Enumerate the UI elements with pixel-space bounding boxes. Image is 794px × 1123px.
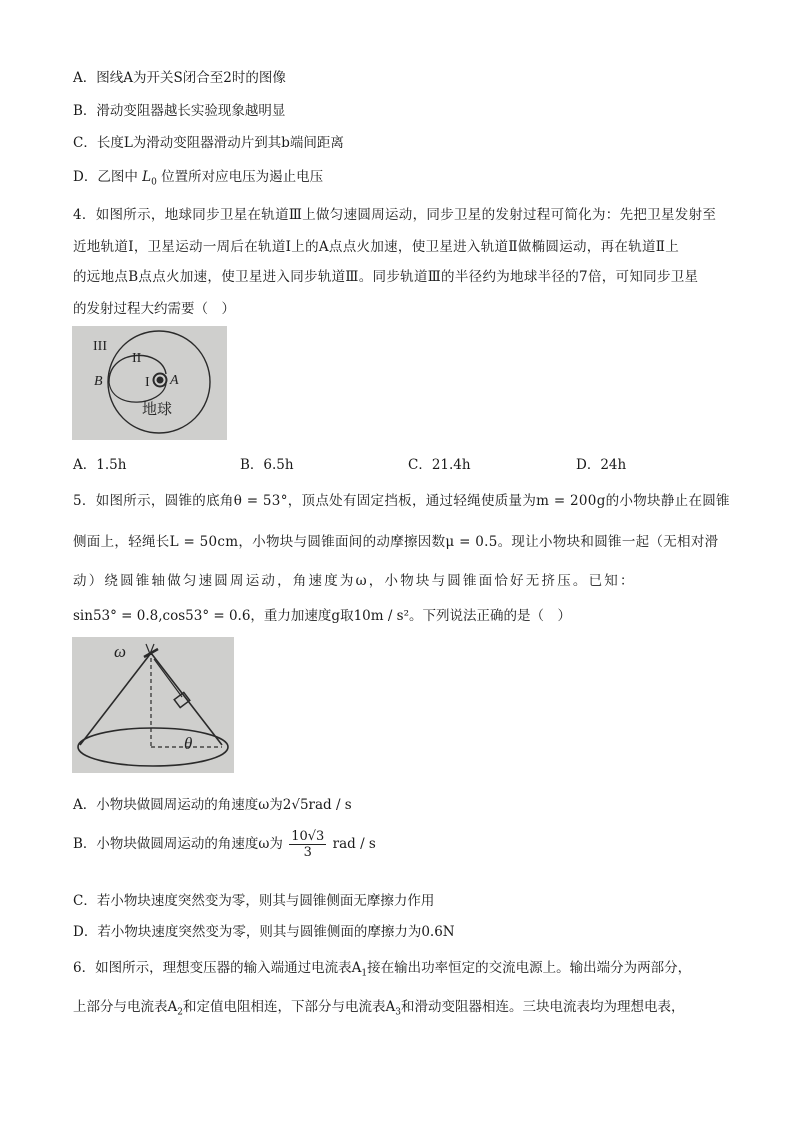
q4-orbit-figure [72,326,227,440]
orbit-diagram [72,326,227,440]
orbit-2-label: II [132,351,142,366]
q6-line1-suffix: 接在输出功率恒定的交流电源上。输出端分为两部分， [367,960,692,976]
earth-dot [157,377,164,384]
q5-option-c: C．若小物块速度突然变为零，则其与圆锥侧面无摩擦力作用 [73,893,435,909]
q6-stem-line1 [73,956,691,979]
q5-stem-line4: sin53° = 0.8,cos53° = 0.6，重力加速度g取10m / s²。下列说法正确的是（ ） [73,608,572,624]
q5-option-a: A．小物块做圆周运动的角速度ω为2√5rad / s [73,797,352,813]
rope [154,659,182,697]
q6-line2-sub-a: 2 [177,1007,183,1018]
omega-label: ω [114,642,127,661]
q5-option-b-denominator: 3 [303,845,312,860]
q3-option-d [73,165,323,188]
q3-option-c: C．长度L为滑动变阻器滑动片到其b端间距离 [73,135,344,151]
q4-option-c: C．21.4h [408,457,471,473]
q5-option-b-numerator: 10√3 [291,829,325,844]
q4-stem-line4: 的发射过程大约需要（ ） [73,301,235,317]
q5-stem-line2: 侧面上，轻绳长L = 50cm，小物块与圆锥面间的动摩擦因数μ = 0.5。现让小物块和圆锥一起（无相对滑 [73,534,719,550]
earth-label: 地球 [142,400,173,418]
cone-right-side [151,653,222,745]
orbit-1-label: I [145,375,150,390]
q5-option-b-prefix: B．小物块做圆周运动的角速度ω为 [73,836,283,852]
q5-option-b-unit: rad / s [332,836,376,852]
q3-option-d-prefix: D．乙图中 [73,169,138,185]
q4-options [73,453,693,473]
q4-option-b: B．6.5h [240,457,294,473]
q3-option-d-suffix: 位置所对应电压为遏止电压 [161,169,324,185]
q4-stem-line1: 4．如图所示，地球同步卫星在轨道Ⅲ上做匀速圆周运动，同步卫星的发射过程可简化为：先把卫星发射至 [73,207,717,223]
q5-stem-line1: 5．如图所示，圆锥的底角θ = 53°，顶点处有固定挡板，通过轻绳使质量为m = 200g的小物块静止在圆锥 [73,493,730,509]
orbit-3-label: III [93,339,107,354]
q5-cone-figure [72,637,234,773]
q6-stem-line2 [73,995,684,1018]
q6-line1-sub: 1 [361,968,368,979]
q5-option-b-fraction [289,829,326,860]
point-a-label: A [170,373,179,388]
theta-label: θ [184,734,193,753]
q5-option-d: D．若小物块速度突然变为零，则其与圆锥侧面的摩擦力为0.6N [73,924,455,940]
q5-option-b [73,829,376,860]
q6-line1-prefix: 6．如图所示，理想变压器的输入端通过电流表A [73,960,362,976]
q3-option-d-sub: 0 [151,177,157,188]
q6-line2-a: 上部分与电流表A [73,999,178,1015]
q4-stem-line2: 近地轨道Ⅰ，卫星运动一周后在轨道Ⅰ上的A点点火加速，使卫星进入轨道Ⅱ做椭圆运动，再在轨道Ⅱ上 [73,239,680,255]
q5-stem-line3: 动）绕圆锥轴做匀速圆周运动，角速度为ω，小物块与圆锥面恰好无挤压。已知： [73,573,636,589]
q3-option-b: B．滑动变阻器越长实验现象越明显 [73,103,286,119]
q4-option-d: D．24h [576,457,627,473]
q6-line2-c: 和滑动变阻器相连。三块电流表均为理想电表， [400,999,685,1015]
q4-option-a: A．1.5h [73,457,127,473]
q3-option-d-var: L [142,169,152,185]
q4-stem-line3: 的远地点B点点火加速，使卫星进入同步轨道Ⅲ。同步轨道Ⅲ的半径约为地球半径的7倍，可知同步卫星 [73,269,699,285]
point-b-label: B [94,374,103,389]
q6-line2-b: 和定值电阻相连，下部分与电流表A [182,999,396,1015]
q6-line2-sub-b: 3 [395,1007,401,1018]
q3-option-a: A．图线A为开关S闭合至2时的图像 [73,70,286,86]
cone-diagram [72,637,234,773]
